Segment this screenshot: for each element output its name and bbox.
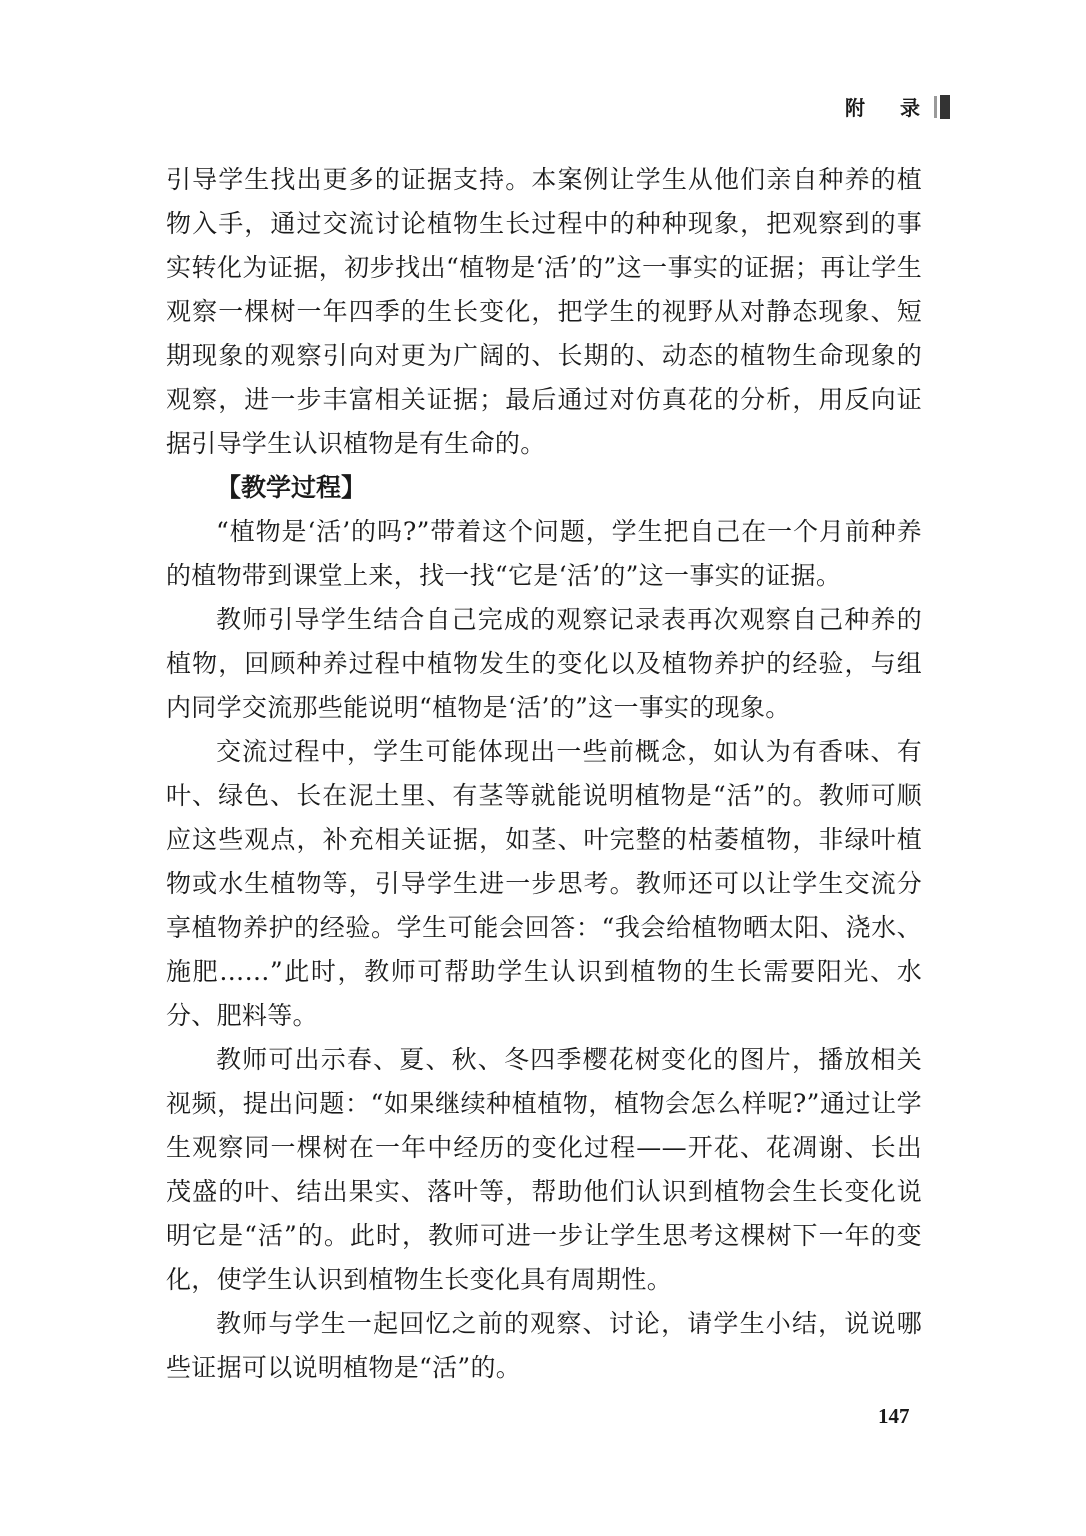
header-section-label: 附 录 [845,96,934,120]
paragraph: 交流过程中，学生可能体现出一些前概念，如认为有香味、有叶、绿色、长在泥土里、有茎等就能说明植物是“活”的。教师可顺应这些观点，补充相关证据，如茎、叶完整的枯萎植物，非绿叶植物或水生植物等，引导学生进一步思考。教师还可以让学生交流分享植物养护的经验。学生可能会回答：“我会给植物晒太阳、浇水、施肥……”此时，教师可帮助学生认识到植物的生长需要阳光、水分、肥料等。 [166,737,922,1030]
body-text [166,158,922,1390]
paragraph-continued: 引导学生找出更多的证据支持。本案例让学生从他们亲自种养的植物入手，通过交流讨论植物生长过程中的种种现象，把观察到的事实转化为证据，初步找出“植物是‘活’的”这一事实的证据；再让学生观察一棵树一年四季的生长变化，把学生的视野从对静态现象、短期现象的观察引向对更为广阔的、长期的、动态的植物生命现象的观察，进一步丰富相关证据；最后通过对仿真花的分析，用反向证据引导学生认识植物是有生命的。 [166,165,922,458]
paragraph: 教师引导学生结合自己完成的观察记录表再次观察自己种养的植物，回顾种养过程中植物发生的变化以及植物养护的经验，与组内同学交流那些能说明“植物是‘活’的”这一事实的现象。 [166,605,922,722]
header-bar-marks [934,96,950,118]
paragraph: 教师与学生一起回忆之前的观察、讨论，请学生小结，说说哪些证据可以说明植物是“活”的。 [166,1309,922,1382]
page-number: 147 [878,1404,910,1428]
paragraph: “植物是‘活’的吗?”带着这个问题，学生把自己在一个月前种养的植物带到课堂上来，找一找“它是‘活’的”这一事实的证据。 [166,517,922,590]
header-thick-bar [940,95,950,119]
section-heading: 【教学过程】 [216,473,367,502]
paragraph: 教师可出示春、夏、秋、冬四季樱花树变化的图片，播放相关视频，提出问题：“如果继续种植植物，植物会怎么样呢?”通过让学生观察同一棵树在一年中经历的变化过程——开花、花凋谢、长出茂盛的叶、结出果实、落叶等，帮助他们认识到植物会生长变化说明它是“活”的。此时，教师可进一步让学生思考这棵树下一年的变化，使学生认识到植物生长变化具有周期性。 [166,1045,922,1294]
header-thin-bar [934,96,937,118]
running-header [845,92,950,121]
